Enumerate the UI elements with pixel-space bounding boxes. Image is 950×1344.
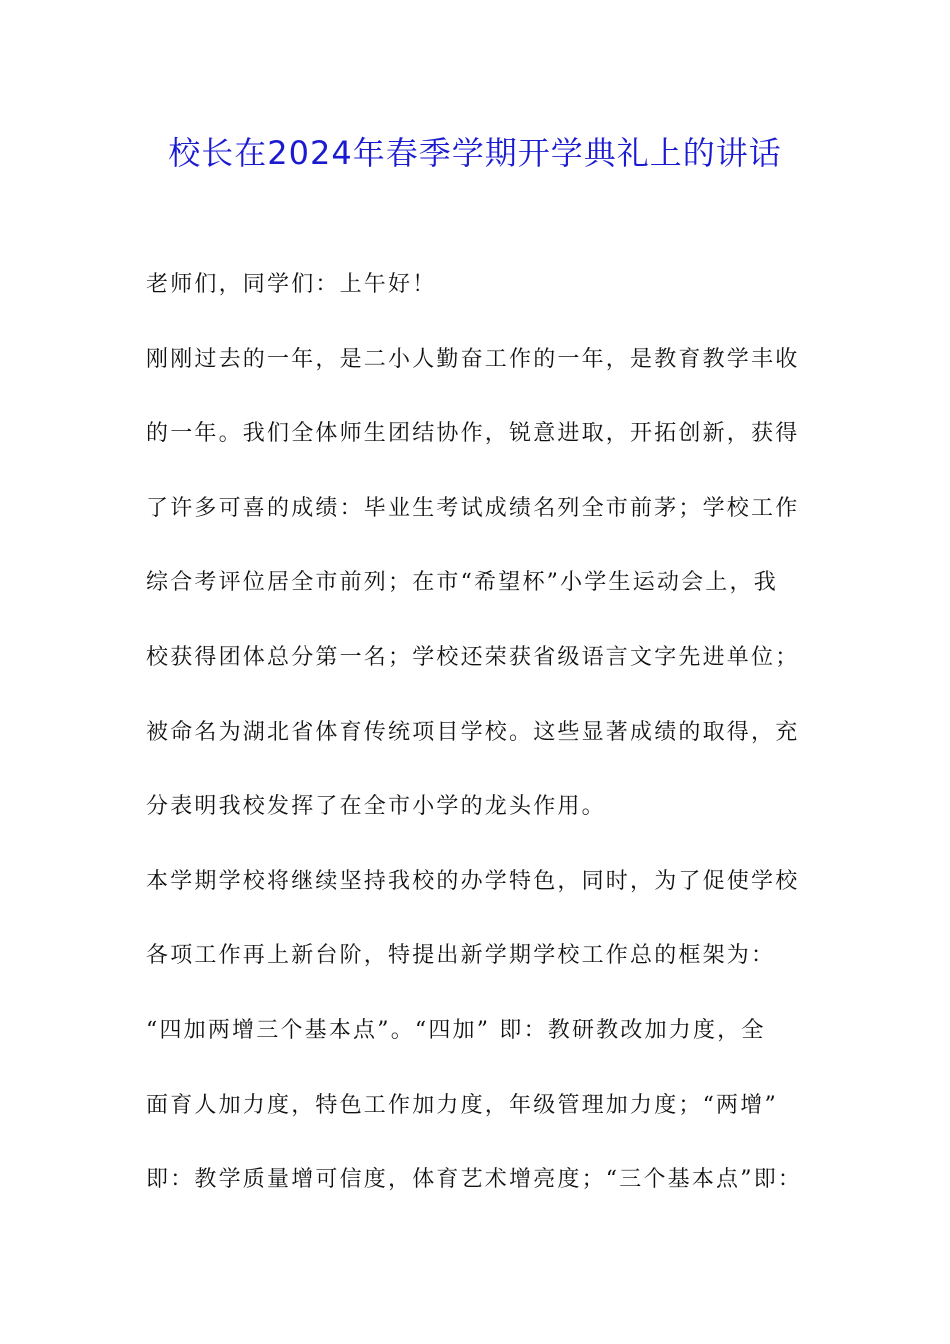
body-line: 刚刚过去的一年，是二小人勤奋工作的一年，是教育教学丰收 (146, 346, 800, 372)
document-title: 校长在2024年春季学期开学典礼上的讲话 (168, 134, 782, 172)
body-line: 校获得团体总分第一名；学校还荣获省级语言文字先进单位； (146, 644, 800, 670)
body-line: 被命名为湖北省体育传统项目学校。这些显著成绩的取得，充 (146, 719, 800, 745)
body-line: 的一年。我们全体师生团结协作，锐意进取，开拓创新，获得 (146, 421, 800, 447)
document-body (146, 258, 826, 1228)
body-line: 综合考评位居全市前列；在市“希望杯”小学生运动会上，我 (146, 570, 778, 596)
body-line: 本学期学校将继续坚持我校的办学特色，同时，为了促使学校 (146, 868, 800, 894)
body-line: “四加两增三个基本点”。“四加” 即：教研教改加力度，全 (146, 1017, 766, 1043)
body-line: 分表明我校发挥了在全市小学的龙头作用。 (146, 794, 606, 820)
body-line: 各项工作再上新台阶，特提出新学期学校工作总的框架为： (146, 943, 776, 969)
body-line: 即：教学质量增可信度，体育艺术增亮度；“三个基本点”即： (146, 1167, 803, 1193)
body-line: 了许多可喜的成绩：毕业生考试成绩名列全市前茅；学校工作 (146, 495, 800, 521)
body-line: 面育人加力度，特色工作加力度，年级管理加力度；“两增” (146, 1092, 778, 1118)
body-line: 老师们，同学们：上午好！ (146, 272, 437, 297)
